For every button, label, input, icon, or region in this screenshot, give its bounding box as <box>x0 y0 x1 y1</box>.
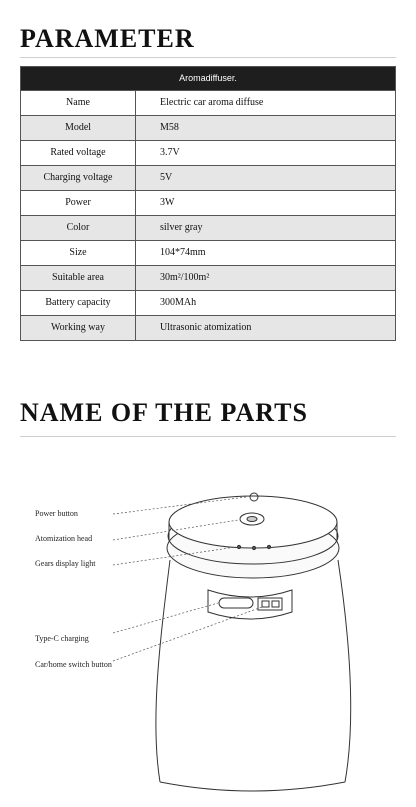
table-header: Aromadiffuser. <box>21 67 395 90</box>
param-key: Battery capacity <box>21 291 136 315</box>
part-label: Atomization head <box>35 534 93 543</box>
param-value: M58 <box>160 122 179 133</box>
param-value: 30m²/100m² <box>160 272 210 283</box>
param-value: 300MAh <box>160 297 197 308</box>
param-value: silver gray <box>160 222 203 233</box>
param-key: Suitable area <box>21 266 136 290</box>
parameter-title: PARAMETER <box>20 24 195 53</box>
param-key: Size <box>21 241 136 265</box>
part-label: Power button <box>35 509 78 518</box>
param-key: Name <box>21 91 136 115</box>
part-label: Car/home switch button <box>35 660 112 669</box>
param-value: 3.7V <box>160 147 180 158</box>
param-value: Ultrasonic atomization <box>160 322 252 333</box>
part-label: Gears display light <box>35 559 96 568</box>
param-value: 104*74mm <box>160 247 206 258</box>
param-key: Model <box>21 116 136 140</box>
param-key: Working way <box>21 316 136 340</box>
part-label: Type-C charging <box>35 634 89 643</box>
parts-title: NAME OF THE PARTS <box>20 398 308 427</box>
param-value: 5V <box>160 172 173 183</box>
param-key: Charging voltage <box>21 166 136 190</box>
param-key: Power <box>21 191 136 215</box>
param-key: Color <box>21 216 136 240</box>
param-value: Electric car aroma diffuse <box>160 97 264 108</box>
param-key: Rated voltage <box>21 141 136 165</box>
param-value: 3W <box>160 197 175 208</box>
